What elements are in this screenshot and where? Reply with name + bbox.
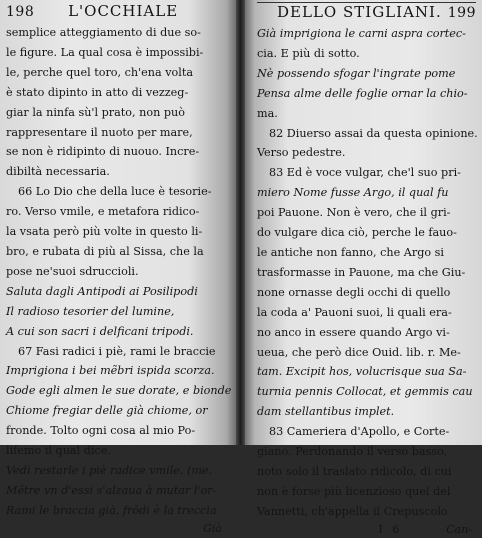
text-line: dibiltà necessaria. xyxy=(6,165,110,179)
text-line: le antiche non fanno, che Argo si xyxy=(257,245,444,259)
right-page-footer xyxy=(257,522,476,538)
text-line: cia. E più di sotto. xyxy=(257,46,360,60)
text-line: semplice atteggiamento di due so- xyxy=(6,26,201,39)
text-line: non è forse più licenzioso quel del xyxy=(257,484,451,498)
text-line: miero Nome fusse Argo, il qual fu xyxy=(257,186,449,200)
text-line: A cui son sacri i delficani tripodi. xyxy=(6,324,194,338)
text-line: la vsata però più volte in questo li- xyxy=(6,225,203,239)
text-line: Verso pedestre. xyxy=(257,146,346,160)
text-line: Saluta dagli Antipodi ai Posilipodi xyxy=(6,284,198,298)
text-line: è stato dipinto in atto di vezzeg- xyxy=(6,85,189,99)
text-line: bro, e rubata di più al Sissa, che la xyxy=(6,244,204,258)
text-line: turnia pennis Collocat, et gemmis cau xyxy=(257,385,473,399)
left-page xyxy=(0,0,236,535)
text-line: pose ne'suoi sdruccioli. xyxy=(6,264,139,278)
text-line: none ornasse degli occhi di quello xyxy=(257,285,451,299)
text-line: fronde. Tolto ogni cosa al mio Po- xyxy=(6,424,196,438)
text-line: lifemo il qual dice. xyxy=(6,444,111,458)
catchword: Can- xyxy=(446,522,472,536)
signature-mark: I 6 xyxy=(378,522,403,536)
text-line: Vedi restarle i piè radice vmile. (me. xyxy=(6,463,213,477)
right-page-text xyxy=(257,24,476,522)
text-line: se non è ridipinto di nuouo. Incre- xyxy=(6,145,200,159)
left-page-text xyxy=(6,23,232,521)
text-line: Mētre vn d'essi s'alzaua à mutar l'or- xyxy=(6,483,217,497)
text-line: Chiome fregiar delle già chiome, or xyxy=(6,404,208,418)
page-number: 198 xyxy=(6,4,35,20)
text-line: ro. Verso vmile, e metafora ridico- xyxy=(6,205,200,219)
page-number: 199 xyxy=(447,5,476,21)
text-line: 83 Cameriera d'Apollo, e Corte- xyxy=(269,425,450,439)
running-head: DELLO STIGLIANI. xyxy=(277,3,442,21)
text-line: 83 Ed è voce vulgar, che'l suo pri- xyxy=(269,166,461,180)
text-line: la coda a' Pauoni suoi, li quali era- xyxy=(257,305,452,319)
right-page xyxy=(245,0,482,536)
text-line: Già imprigiona le carni aspra cortec- xyxy=(257,27,466,40)
text-line: giar la ninfa sù'l prato, non può xyxy=(6,105,185,119)
left-page-footer xyxy=(6,521,226,537)
text-line: ueua, che però dice Ouid. lib. r. Me- xyxy=(257,345,461,359)
left-page-header xyxy=(6,2,226,21)
text-line: Vannetti, ch'appella il Crepuscolo xyxy=(257,504,448,518)
text-line: Pensa alme delle foglie ornar la chio- xyxy=(257,86,468,100)
text-line: tam. Excipit hos, volucrisque sua Sa- xyxy=(257,365,467,379)
text-line: le, perche quel toro, ch'ena volta xyxy=(6,65,194,79)
book-gutter xyxy=(236,0,245,445)
text-line: 67 Fasi radici i piè, rami le braccie xyxy=(18,344,216,358)
text-line: dam stellantibus implet. xyxy=(257,405,395,419)
text-line: 66 Lo Dio che della luce è tesorie- xyxy=(18,185,212,199)
text-line: Gode egli almen le sue dorate, e bionde xyxy=(6,384,232,398)
text-line: le figure. La qual cosa è impossibi- xyxy=(6,45,204,59)
text-line: no anco in essere quando Argo vi- xyxy=(257,325,450,339)
text-line: Il radioso tesorier del lumine, xyxy=(6,304,175,318)
text-line: ma. xyxy=(257,106,278,120)
catchword: Già xyxy=(203,521,222,535)
text-line: poi Pauone. Non è vero, che il gri- xyxy=(257,206,451,220)
text-line: giano. Perdonando il verso basso, xyxy=(257,445,448,459)
text-line: Rami le braccia già, frōdi è la treccia xyxy=(6,503,217,517)
text-line: rappresentare il nuoto per mare, xyxy=(6,125,193,139)
text-line: 82 Diuerso assai da questa opinione. xyxy=(269,126,478,140)
running-head: L'OCCHIALE xyxy=(68,2,179,20)
text-line: Nè possendo sfogar l'ingrate pome xyxy=(257,66,456,80)
text-line: noto solo il traslato ridicolo, di cui xyxy=(257,464,452,478)
text-line: Imprigiona i bei mẽbri ispida scorza. xyxy=(6,364,215,378)
text-line: trasformasse in Pauone, ma che Giu- xyxy=(257,265,466,279)
text-line: do vulgare dica ciò, perche le fauo- xyxy=(257,226,457,240)
right-page-header xyxy=(257,2,476,22)
